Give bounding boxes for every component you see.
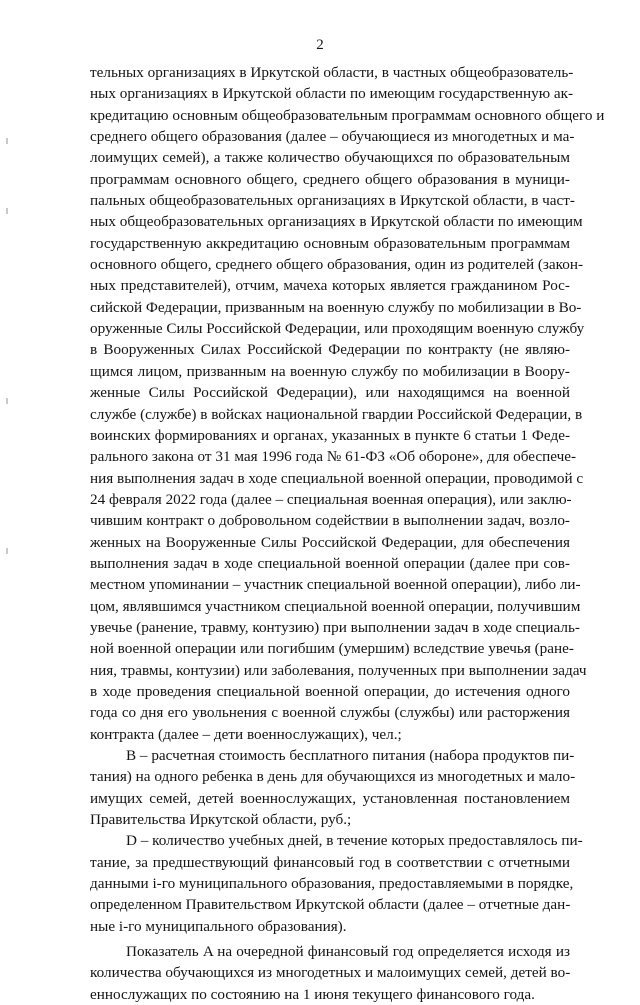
text-line: выполнения задач в ходе специальной военной операции (далее при сов- — [90, 554, 570, 572]
paragraph — [90, 62, 605, 745]
text-line: ных общеобразовательных организациях в Иркутской области по имеющим — [90, 213, 583, 231]
scan-edge-mark — [6, 548, 8, 554]
text-line: чившим контракт о добровольном содействии в выполнении задач, возло- — [90, 512, 570, 530]
text-line: оруженные Силы Российской Федерации, или проходящим военную службу — [90, 320, 585, 338]
scan-edge-mark — [6, 138, 8, 144]
text-line: тельных организациях в Иркутской области, в частных общеобразователь- — [90, 64, 574, 81]
document-body — [90, 62, 605, 1005]
text-line: контракта (далее – дети военнослужащих), чел.; — [90, 725, 402, 743]
text-line: службе (службе) в войсках национальной гвардии Российской Федерации, в — [90, 405, 583, 423]
scan-edge-mark — [6, 398, 8, 404]
text-line: тания) на одного ребенка в день для обучающихся из многодетных и мало- — [90, 768, 576, 786]
text-line: еннослужащих по состоянию на 1 июня текущего финансового года. — [90, 985, 535, 1003]
text-line: среднего общего образования (далее – обучающиеся из многодетных и ма- — [90, 128, 575, 146]
paragraph — [90, 941, 570, 1005]
text-line: ной военной операции или погибшим (умершим) вследствие увечья (ране- — [90, 640, 574, 658]
text-line: года со дня его увольнения с военной службы (службы) или расторжения — [90, 704, 570, 722]
text-line: женных на Вооруженные Силы Российской Федерации, для обеспечения — [90, 533, 570, 551]
text-line: в ходе проведения специальной военной операции, до истечения одного — [90, 682, 570, 700]
text-line: ния, травмы, контузии) или заболевания, полученных при выполнении задач — [90, 661, 587, 679]
text-line: имущих семей, детей военнослужащих, установленная постановлением — [90, 789, 570, 807]
text-line: щимся лицом, призванным на военную службу по мобилизации в Воору- — [90, 362, 570, 380]
text-line: основного общего, среднего общего образования, один из родителей (закон- — [90, 256, 584, 274]
text-line: увечье (ранение, травму, контузию) при выполнении задач в ходе специаль- — [90, 618, 580, 636]
text-line: Показатель A на очередной финансовый год определяется исходя из — [126, 943, 570, 961]
text-line: количества обучающихся из многодетных и малоимущих семей, детей во- — [90, 964, 571, 982]
text-line: рального закона от 31 мая 1996 года № 61-ФЗ «Об обороне», для обеспече- — [90, 448, 577, 466]
text-line: воинских формированиях и органах, указанных в пункте 6 статьи 1 Феде- — [90, 426, 570, 444]
page-number: 2 — [316, 37, 324, 53]
text-line: цом, являвшимся участником специальной военной операции, получившим — [90, 597, 581, 615]
text-line: ных организациях в Иркутской области по имеющим государственную ак- — [90, 85, 574, 103]
text-line: данными i-го муниципального образования, предоставляемыми в порядке, — [90, 875, 574, 893]
text-line: ния выполнения задач в ходе специальной военной операции, проводимой с — [90, 469, 584, 487]
text-line: сийской Федерации, призванным на военную службу по мобилизации в Во- — [90, 298, 582, 316]
text-line: ные i-го муниципального образования). — [90, 917, 347, 935]
text-line: в Вооруженных Силах Российской Федерации по контракту (не являю- — [90, 341, 570, 359]
text-line: кредитацию основным общеобразовательным программам основного общего и — [90, 106, 605, 124]
text-line: определенном Правительством Иркутской области (далее – отчетные дан- — [90, 896, 571, 914]
text-line: местном упоминании – участник специальной военной операции), либо ли- — [90, 576, 581, 594]
text-line: B – расчетная стоимость бесплатного питания (набора продуктов пи- — [126, 747, 575, 764]
text-line: 24 февраля 2022 года (далее – специальная военная операция), или заклю- — [90, 490, 572, 508]
text-line: пальных общеобразовательных организациях в Иркутской области, в част- — [90, 192, 575, 210]
text-line: D – количество учебных дней, в течение которых предоставлялось пи- — [126, 832, 583, 850]
scan-edge-mark — [6, 208, 8, 214]
text-line: женные Силы Российской Федерации), или находящимся на военной — [90, 384, 570, 402]
text-line: тание, за предшествующий финансовый год в соответствии с отчетными — [90, 853, 570, 871]
text-line: лоимущих семей), а также количество обучающихся по образовательным — [90, 149, 570, 167]
text-line: государственную аккредитацию основным образовательным программам — [90, 234, 570, 252]
text-line: программам основного общего, среднего общего образования в муници- — [90, 170, 570, 188]
paragraph — [90, 745, 576, 830]
text-line: Правительства Иркутской области, руб.; — [90, 811, 352, 829]
text-line: ных представителей), отчим, мачеха которых является гражданином Рос- — [90, 277, 570, 295]
paragraph — [90, 830, 583, 937]
